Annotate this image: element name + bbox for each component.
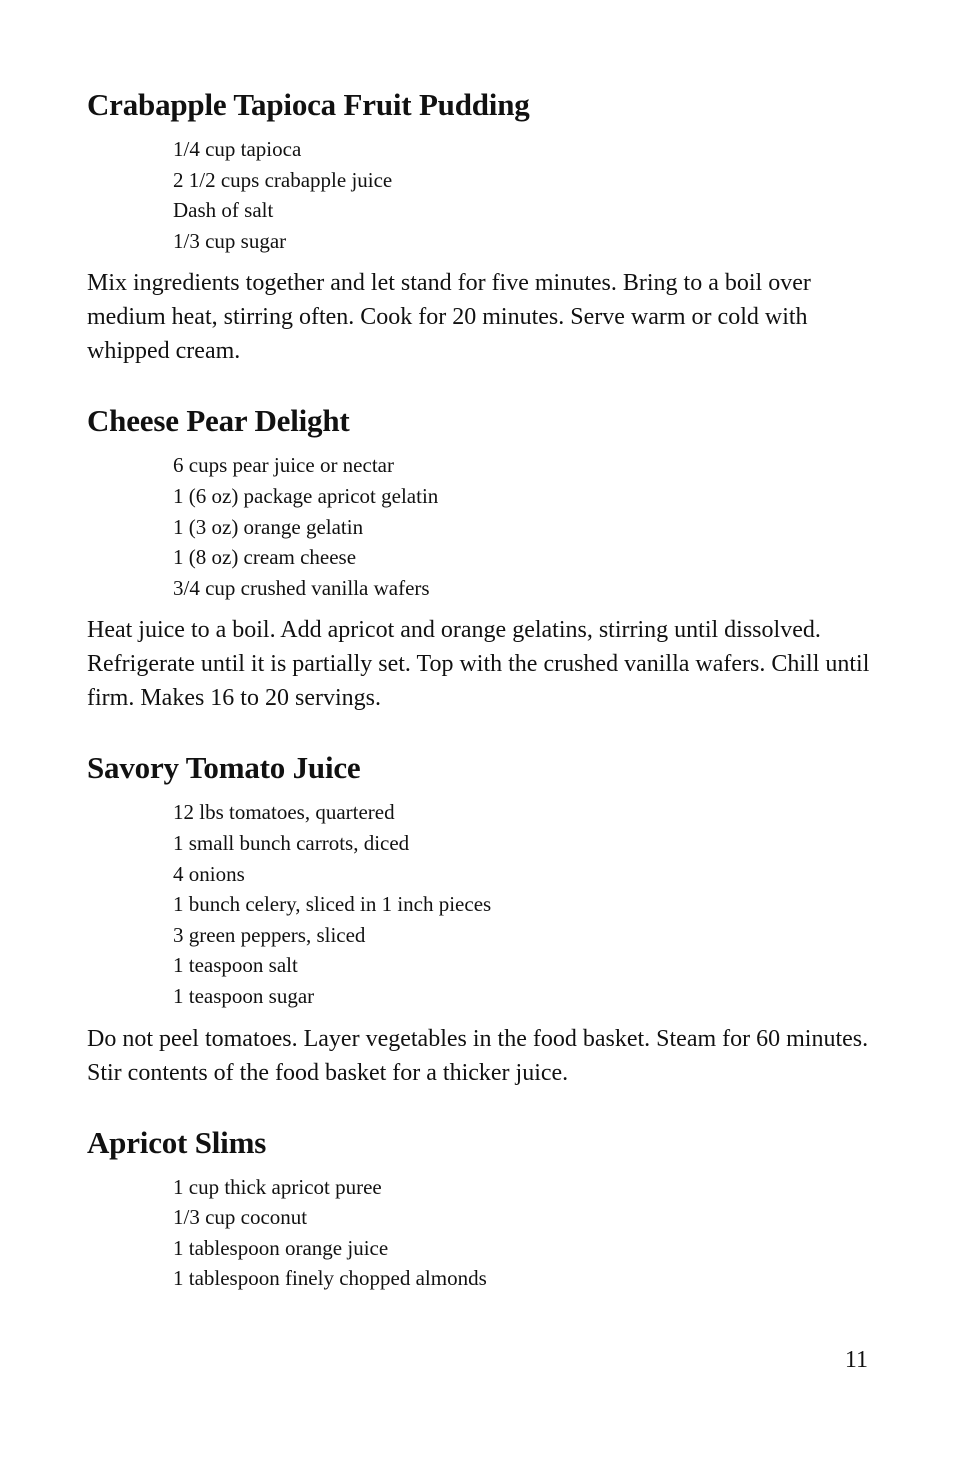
recipe-title: Cheese Pear Delight xyxy=(87,403,350,439)
ingredient-item: 1/3 cup sugar xyxy=(173,228,287,253)
recipe-crabapple-tapioca-fruit-pudding xyxy=(87,84,877,368)
ingredient-item: 6 cups pear juice or nectar xyxy=(173,453,394,478)
recipe-instructions: Mix ingredients together and let stand for five minutes. Bring to a boil over medium heat, stirring often. Cook for 20 minutes. Serve warm or cold with whipped cream. xyxy=(87,270,811,365)
ingredient-item: 1 (6 oz) package apricot gelatin xyxy=(173,483,439,508)
ingredient-list xyxy=(173,450,877,603)
ingredient-item: 1 small bunch carrots, diced xyxy=(173,830,410,855)
ingredient-item: 2 1/2 cups crabapple juice xyxy=(173,167,393,192)
ingredient-item: Dash of salt xyxy=(173,198,274,223)
recipe-title: Apricot Slims xyxy=(87,1124,267,1160)
ingredient-list xyxy=(173,797,877,1011)
ingredient-item: 1/3 cup coconut xyxy=(173,1205,308,1230)
recipe-savory-tomato-juice xyxy=(87,747,877,1089)
page-number: 11 xyxy=(844,1347,868,1373)
recipe-apricot-slims xyxy=(87,1122,877,1294)
recipe-page xyxy=(87,84,877,1304)
ingredient-item: 1 teaspoon sugar xyxy=(173,983,315,1008)
ingredient-item: 1 bunch celery, sliced in 1 inch pieces xyxy=(173,892,492,917)
ingredient-item: 1 (3 oz) orange gelatin xyxy=(173,514,364,539)
ingredient-item: 1/4 cup tapioca xyxy=(173,137,302,161)
ingredient-item: 1 cup thick apricot puree xyxy=(173,1174,382,1199)
ingredient-item: 12 lbs tomatoes, quartered xyxy=(173,800,395,825)
ingredient-item: 1 teaspoon salt xyxy=(173,953,298,978)
recipe-title: Savory Tomato Juice xyxy=(87,750,361,786)
ingredient-item: 1 tablespoon finely chopped almonds xyxy=(173,1266,487,1291)
ingredient-item: 1 tablespoon orange juice xyxy=(173,1235,389,1260)
ingredient-item: 3/4 cup crushed vanilla wafers xyxy=(173,575,430,600)
ingredient-list xyxy=(173,134,877,256)
ingredient-list xyxy=(173,1172,877,1294)
ingredient-item: 4 onions xyxy=(173,861,245,886)
recipe-cheese-pear-delight xyxy=(87,400,877,715)
ingredient-item: 3 green peppers, sliced xyxy=(173,922,366,947)
recipe-instructions: Heat juice to a boil. Add apricot and orange gelatins, stirring until dissolved. Refrigerate until it is partially set. Top with the crushed vanilla wafers. Chill until firm. Makes 16 to 20 servings. xyxy=(87,617,870,712)
ingredient-item: 1 (8 oz) cream cheese xyxy=(173,545,357,570)
recipe-instructions: Do not peel tomatoes. Layer vegetables in the food basket. Steam for 60 minutes. Stir contents of the food basket for a thicker juice. xyxy=(87,1025,869,1086)
recipe-title: Crabapple Tapioca Fruit Pudding xyxy=(87,87,530,122)
